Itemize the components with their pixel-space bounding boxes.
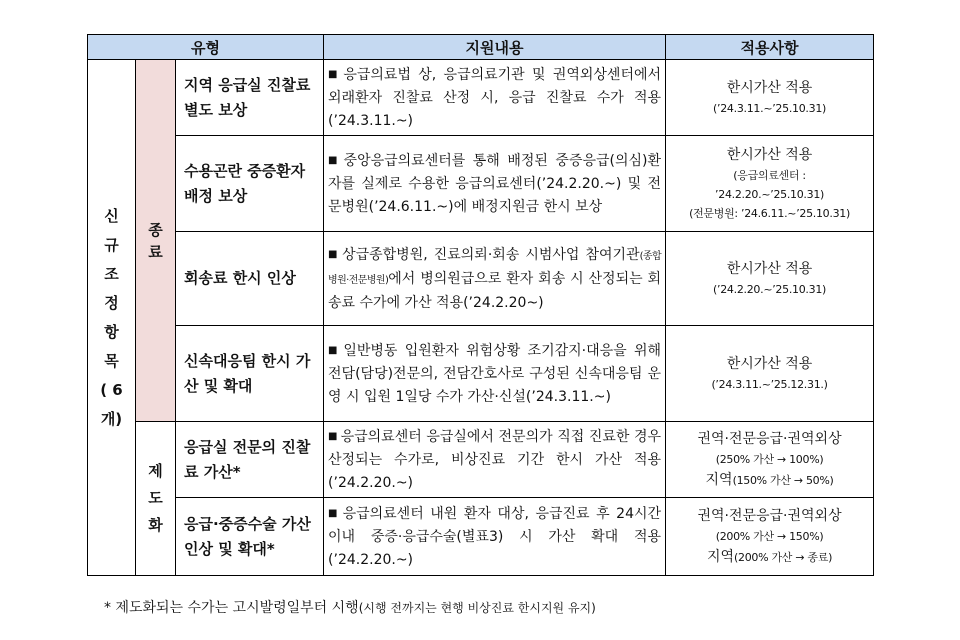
apply-main: 한시가산 적용: [726, 80, 813, 96]
table-row: [88, 136, 874, 232]
content-cell: [324, 232, 666, 326]
apply-region-line: [666, 546, 873, 568]
apply-region: 지역: [706, 549, 735, 565]
group-char: 도: [148, 489, 163, 507]
category-char: ( 6: [100, 380, 123, 399]
apply-cell: [666, 422, 874, 498]
content-text: 중앙응급의료센터를 통해 배정된 중증응급(의심)환자를 실제로 수용한 응급의료센터(’24.2.20.~) 및 전문병원(’24.6.11.~)에 배정지원금 한시 보상: [328, 152, 662, 215]
type-cell: 지역 응급실 진찰료 별도 보상: [176, 60, 324, 136]
apply-region: 지역: [705, 472, 733, 488]
table-row: [88, 60, 874, 136]
header-row: [88, 35, 874, 60]
apply-cell: [666, 232, 874, 326]
type-cell: 응급·중증수술 가산 인상 및 확대*: [176, 498, 324, 576]
category-char: 규: [104, 235, 119, 254]
apply-rate: (150% 가산 → 50%): [732, 474, 834, 487]
content-text: 일반병동 입원환자 위험상황 조기감지·대응을 위해 전담(담당)전문의, 전담간호사로 구성된 신속대응팀 운영 시 입원 1일당 수가 가산·신설(’24.3.11.~): [328, 342, 662, 405]
apply-period: ’24.2.20.~’25.10.31): [715, 188, 825, 201]
apply-main: 한시가산 적용: [726, 261, 813, 277]
apply-period: (’24.3.11.~’25.10.31): [713, 102, 827, 115]
group-char: 제: [148, 462, 163, 480]
apply-main: 한시가산 적용: [726, 356, 813, 372]
apply-rate: (200% 가산 → 종료): [734, 551, 833, 564]
bullet-icon: ■: [328, 507, 340, 519]
footnote-main: * 제도화되는 수가는 고시발령일부터 시행: [104, 600, 359, 616]
category-char: 목: [104, 351, 119, 370]
bullet-icon: ■: [328, 248, 340, 260]
content-cell: [324, 498, 666, 576]
apply-cell: [666, 136, 874, 232]
apply-cell: [666, 326, 874, 422]
bullet-icon: ■: [328, 154, 341, 166]
bullet-icon: ■: [328, 68, 341, 80]
group-char: 료: [148, 242, 163, 261]
content-text: 에서 병의원급으로 환자 회송 시 산정되는 회송료 수가에 가산 적용(’24.2.20~): [328, 270, 662, 311]
apply-main: 권역·전문응급·권역외상: [697, 431, 842, 447]
apply-cell: [666, 498, 874, 576]
type-cell: 수용곤란 중증환자 배정 보상: [176, 136, 324, 232]
group-char: 종: [148, 220, 163, 239]
content-text: 응급의료센터 응급실에서 전문의가 직접 진료한 경우 산정되는 수가로, 비상진료 기간 한시 가산 적용(’24.2.20.~): [328, 428, 662, 491]
content-cell: [324, 422, 666, 498]
bullet-icon: ■: [328, 344, 341, 356]
group-institutionalized-cell: [136, 422, 176, 576]
apply-rate: (250% 가산 → 100%): [715, 453, 824, 466]
content-text: 응급의료센터 내원 환자 대상, 응급진료 후 24시간 이내 중증·응급수술(별표3) 시 가산 확대 적용(’24.2.20.~): [328, 505, 662, 568]
table-row: [88, 232, 874, 326]
table-row: [88, 422, 874, 498]
content-cell: [324, 136, 666, 232]
apply-main: 한시가산 적용: [726, 147, 813, 163]
category-char: 정: [104, 293, 119, 312]
footnote-paren: (시행 전까지는 현행 비상진료 한시지원 유지): [358, 601, 596, 615]
category-cell: [88, 60, 136, 576]
type-cell: 신속대응팀 한시 가산 및 확대: [176, 326, 324, 422]
header-content: 지원내용: [324, 35, 666, 60]
support-table: [87, 34, 874, 576]
header-type: 유형: [88, 35, 324, 60]
header-apply: 적용사항: [666, 35, 874, 60]
type-cell: 응급실 전문의 진찰료 가산*: [176, 422, 324, 498]
footnote: [104, 598, 596, 618]
category-char: 항: [104, 322, 119, 341]
apply-cell: [666, 60, 874, 136]
content-text: 상급종합병원, 진료의뢰·회송 시범사업 참여기관: [342, 246, 640, 263]
group-ended-cell: [136, 60, 176, 422]
table-row: [88, 498, 874, 576]
apply-period: (전문병원: ’24.6.11.~’25.10.31): [689, 207, 850, 220]
type-cell: 회송료 한시 인상: [176, 232, 324, 326]
category-char: 신: [104, 206, 119, 225]
content-cell: [324, 326, 666, 422]
apply-region-line: [666, 469, 873, 491]
apply-main: 권역·전문응급·권역외상: [697, 508, 842, 524]
content-small-text: (종합병원·전문병원): [328, 250, 662, 286]
apply-period: (응급의료센터 :: [733, 169, 806, 182]
category-char: 개): [100, 409, 123, 428]
table-row: [88, 326, 874, 422]
apply-period: (’24.3.11.~’25.12.31.): [711, 378, 828, 391]
group-char: 화: [148, 516, 163, 534]
apply-period: (’24.2.20.~’25.10.31): [713, 283, 827, 296]
apply-rate: (200% 가산 → 150%): [715, 530, 824, 543]
bullet-icon: ■: [328, 430, 338, 442]
content-cell: [324, 60, 666, 136]
category-char: 조: [104, 264, 119, 283]
content-text: 응급의료법 상, 응급의료기관 및 권역외상센터에서 외래환자 진찰료 산정 시, 응급 진찰료 수가 적용(’24.3.11.~): [328, 66, 662, 129]
